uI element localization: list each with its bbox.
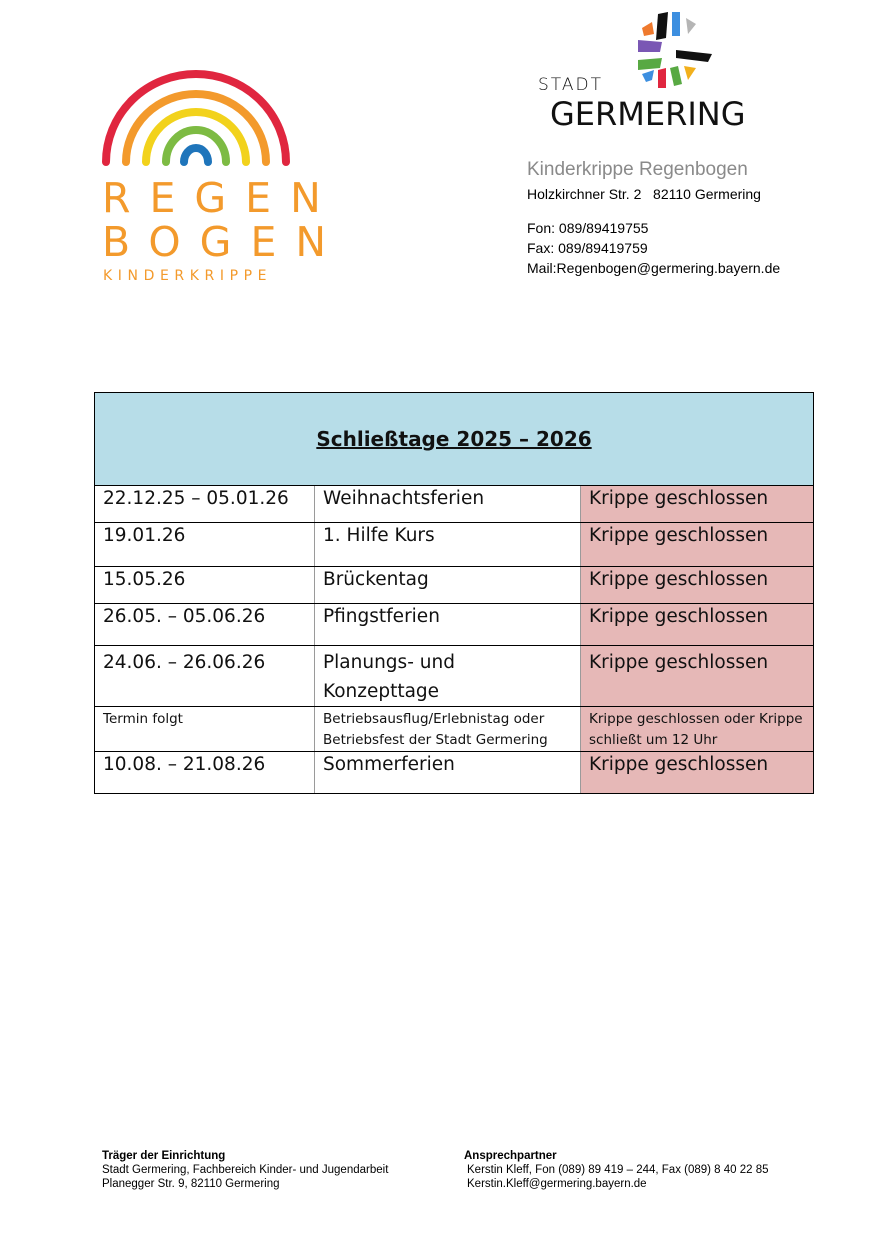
table-title-cell bbox=[95, 393, 814, 486]
footer-contact bbox=[464, 1149, 769, 1191]
phone-number: Fon: 089/89419755 bbox=[527, 220, 649, 236]
rainbow-icon bbox=[96, 62, 296, 172]
institution-name: Kinderkrippe Regenbogen bbox=[527, 159, 748, 180]
date-cell: Termin folgt bbox=[95, 707, 315, 752]
date-cell: 19.01.26 bbox=[95, 523, 315, 567]
table-row bbox=[95, 752, 814, 794]
email-address[interactable]: Mail:Regenbogen@germering.bayern.de bbox=[527, 260, 781, 276]
event-cell: Betriebsausflug/Erlebnistag oder Betriebsfest der Stadt Germering bbox=[315, 707, 581, 752]
table-row bbox=[95, 707, 814, 752]
footer-operator bbox=[102, 1149, 388, 1191]
address-block bbox=[527, 158, 780, 278]
status-cell: Krippe geschlossen bbox=[581, 604, 814, 646]
table-row bbox=[95, 604, 814, 646]
table-row bbox=[95, 646, 814, 707]
status-cell: Krippe geschlossen bbox=[581, 646, 814, 707]
footer-operator-heading: Träger der Einrichtung bbox=[102, 1150, 226, 1162]
status-cell: Krippe geschlossen bbox=[581, 567, 814, 604]
event-cell: Planungs- und Konzepttage bbox=[315, 646, 581, 707]
closure-days-table bbox=[94, 392, 814, 794]
table-title: Schließtage 2025 – 2026 bbox=[316, 427, 592, 451]
fax-number: Fax: 089/89419759 bbox=[527, 240, 648, 256]
event-cell: 1. Hilfe Kurs bbox=[315, 523, 581, 567]
status-cell: Krippe geschlossen bbox=[581, 486, 814, 523]
street-address: Holzkirchner Str. 2 82110 Germering bbox=[527, 186, 761, 202]
date-cell: 10.08. – 21.08.26 bbox=[95, 752, 315, 794]
logo-germering-text: GERMERING bbox=[550, 95, 746, 133]
footer-contact-line1: Kerstin Kleff, Fon (089) 89 419 – 244, Fax (089) 8 40 22 85 bbox=[467, 1164, 769, 1176]
event-cell: Pfingstferien bbox=[315, 604, 581, 646]
table-row bbox=[95, 567, 814, 604]
stadt-germering-logo bbox=[536, 10, 766, 134]
event-cell: Brückentag bbox=[315, 567, 581, 604]
status-cell: Krippe geschlossen bbox=[581, 752, 814, 794]
table-row bbox=[95, 523, 814, 567]
status-cell: Krippe geschlossen oder Krippe schließt um 12 Uhr bbox=[581, 707, 814, 752]
footer-contact-email[interactable]: Kerstin.Kleff@germering.bayern.de bbox=[467, 1178, 647, 1190]
status-cell: Krippe geschlossen bbox=[581, 523, 814, 567]
date-cell: 15.05.26 bbox=[95, 567, 315, 604]
logo-stadt-text: STADT bbox=[538, 75, 603, 95]
event-cell: Weihnachtsferien bbox=[315, 486, 581, 523]
footer-contact-heading: Ansprechpartner bbox=[464, 1150, 557, 1162]
logo-word-bogen: BOGEN bbox=[102, 218, 346, 266]
footer-operator-line2: Planegger Str. 9, 82110 Germering bbox=[102, 1178, 280, 1190]
table-row bbox=[95, 486, 814, 523]
date-cell: 22.12.25 – 05.01.26 bbox=[95, 486, 315, 523]
regenbogen-logo bbox=[96, 62, 346, 287]
date-cell: 26.05. – 05.06.26 bbox=[95, 604, 315, 646]
event-cell: Sommerferien bbox=[315, 752, 581, 794]
logo-word-regen: REGEN bbox=[102, 174, 340, 222]
footer-operator-line1: Stadt Germering, Fachbereich Kinder- und Jugendarbeit bbox=[102, 1164, 389, 1176]
date-cell: 24.06. – 26.06.26 bbox=[95, 646, 315, 707]
logo-subtitle: KINDERKRIPPE bbox=[103, 268, 273, 284]
germering-emblem-icon bbox=[636, 10, 726, 90]
